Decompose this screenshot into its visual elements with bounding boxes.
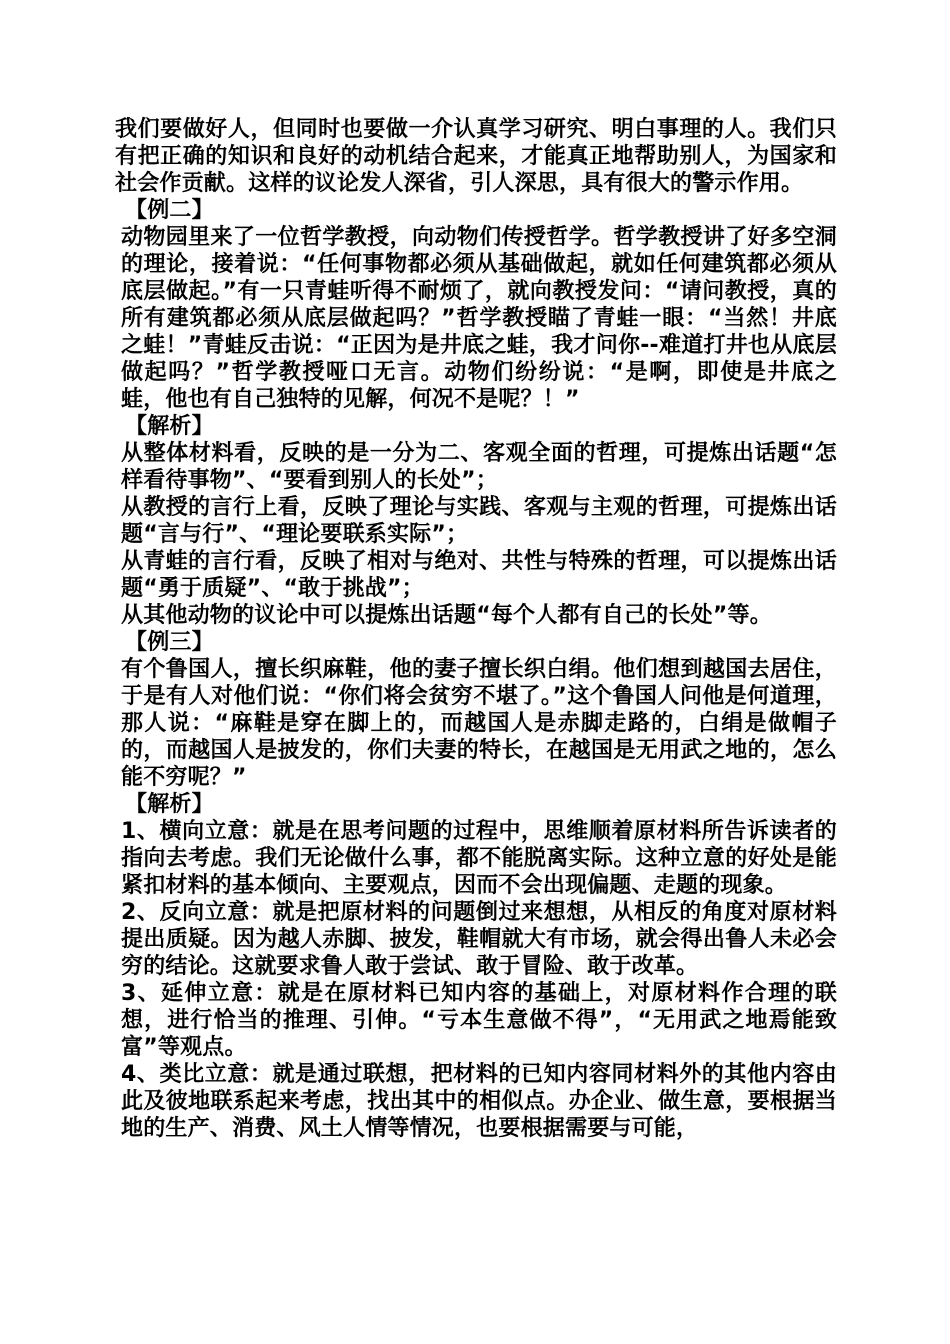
heading-example-three: 【例三】: [125, 630, 214, 655]
paragraph-intro: 我们要做好人，但同时也要做一介认真学习研究、明白事理的人。我们只有把正确的知识和良好的动机结合起来，才能真正地帮助别人，为国家和社会作贡献。这样的议论发人深省，引人深思，具有很大的警示作用。: [115, 117, 837, 196]
document-page: [115, 116, 837, 1142]
paragraph-horizontal-idea: 1、横向立意：就是在思考问题的过程中，思维顺着原材料所告诉读者的指向去考虑。我们无论做什么事，都不能脱离实际。这种立意的好处是能紧扣材料的基本倾向、主要观点，因而不会出现偏题、走题的现象。: [121, 819, 837, 898]
paragraph-analysis-frog: 从青蛙的言行看，反映了相对与绝对、共性与特殊的哲理，可以提炼出话题“勇于质疑”、“敢于挑战”；: [121, 549, 837, 601]
paragraph-extension-idea: 3、延伸立意：就是在原材料已知内容的基础上，对原材料作合理的联想，进行恰当的推理、引伸。“亏本生意做不得”，“无用武之地焉能致富”等观点。: [121, 981, 837, 1060]
paragraph-analysis-overall: 从整体材料看，反映的是一分为二、客观全面的哲理，可提炼出话题“怎样看待事物”、“要看到别人的长处”；: [121, 441, 837, 493]
heading-example-two: 【例二】: [125, 198, 214, 223]
paragraph-reverse-idea: 2、反向立意：就是把原材料的问题倒过来想想，从相反的角度对原材料提出质疑。因为越人赤脚、披发，鞋帽就大有市场，就会得出鲁人未必会穷的结论。这就要求鲁人敢于尝试、敢于冒险、敢于改革。: [121, 900, 837, 979]
heading-analysis-two: 【解析】: [125, 792, 214, 817]
paragraph-example-three-story: 有个鲁国人，擅长织麻鞋，他的妻子擅长织白绢。他们想到越国去居住，于是有人对他们说：“你们将会贫穷不堪了。”这个鲁国人问他是何道理，那人说：“麻鞋是穿在脚上的，而越国人是赤脚走路的，白绢是做帽子的，而越国人是披发的，你们夫妻的特长，在越国是无用武之地的，怎么能不穷呢？”: [121, 657, 837, 790]
paragraph-analysis-professor: 从教授的言行上看，反映了理论与实践、客观与主观的哲理，可提炼出话题“言与行”、“理论要联系实际”；: [121, 495, 837, 547]
paragraph-example-two-story: 动物园里来了一位哲学教授，向动物们传授哲学。哲学教授讲了好多空洞的理论，接着说：“任何事物都必须从基础做起，就如任何建筑都必须从底层做起。”有一只青蛙听得不耐烦了，就向教授发问：“请问教授，真的所有建筑都必须从底层做起吗？”哲学教授瞄了青蛙一眼：“当然！井底之蛙！”青蛙反击说：“正因为是井底之蛙，我才问你--难道打井也从底层做起吗？”哲学教授哑口无言。动物们纷纷说：“是啊，即使是井底之蛙，他也有自己独特的见解，何况不是呢？！”: [121, 225, 837, 412]
heading-analysis-one: 【解析】: [125, 414, 214, 439]
paragraph-analysis-animals: 从其他动物的议论中可以提炼出话题“每个人都有自己的长处”等。: [121, 603, 772, 628]
paragraph-analogy-idea: 4、类比立意：就是通过联想，把材料的已知内容同材料外的其他内容由此及彼地联系起来考虑，找出其中的相似点。办企业、做生意，要根据当地的生产、消费、风土人情等情况，也要根据需要与可能，: [121, 1062, 837, 1141]
